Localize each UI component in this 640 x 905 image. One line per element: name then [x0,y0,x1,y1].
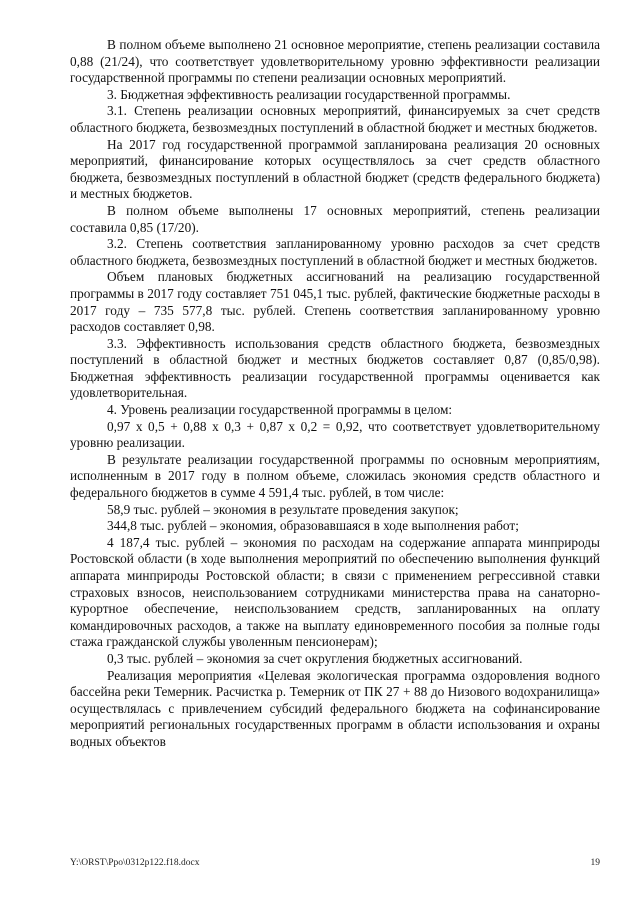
paragraph: 3.3. Эффективность использования средств областного бюджета, безвозмездных поступлений в областной бюджет и местных бюджетов составляет 0,87 (0,85/0,98). Бюджетная эффективность реализации государственной программы оценивается как удовлетворительная. [70,335,600,401]
document-body [70,37,600,751]
section-heading: 3. Бюджетная эффективность реализации государственной программы. [107,86,511,102]
paragraph: Реализация мероприятия «Целевая экологическая программа оздоровления водного бассейна реки Темерник. Расчистка р. Темерник от ПК 27 + 88 до Низового водохранилища» осуществлялась с привлечением субсидий федерального бюджета на софинансирование мероприятий региональных государственных программ в области использования и охраны водных объектов [70,667,600,749]
list-item: 344,8 тыс. рублей – экономия, образовавшаяся в ходе выполнения работ; [107,518,519,534]
subsection-heading: 3.1. Степень реализации основных мероприятий, финансируемых за счет средств областного бюджета, безвозмездных поступлений в областной бюджет и местных бюджетов. [70,103,600,135]
page-number: 19 [590,858,600,868]
list-item: 58,9 тыс. рублей – экономия в результате проведения закупок; [107,501,459,517]
paragraph: На 2017 год государственной программой запланирована реализация 20 основных мероприятий, финансирование которых осуществлялось за счет средств областного бюджета, безвозмездных поступлений в областной бюджет (средств федерального бюджета) и местных бюджетов. [70,136,600,202]
list-item: 4 187,4 тыс. рублей – экономия по расходам на содержание аппарата минприроды Ростовской области (в ходе выполнения мероприятий по обеспечению выполнения функций аппарата минприроды Ростовской области; в связи с применением регрессивной ставки страховых взносов, неиспользованием сотрудниками министерства права на санаторно-курортное обеспечение, неиспользованием средств, запланированных на оплату командировочных расходов, а также на выплату единовременного пособия за полные годы стажа гражданской службы уволенным пенсионерам); [70,534,600,650]
formula-paragraph: 0,97 х 0,5 + 0,88 х 0,3 + 0,87 х 0,2 = 0,92, что соответствует удовлетворительному уровню реализации. [70,418,600,451]
paragraph: В полном объеме выполнено 21 основное мероприятие, степень реализации составила 0,88 (21/24), что соответствует удовлетворительному уровню эффективности реализации государственной программы по степени реализации основных мероприятий. [70,37,600,86]
list-item: 0,3 тыс. рублей – экономия за счет округления бюджетных ассигнований. [107,650,523,666]
subsection-heading: 3.2. Степень соответствия запланированному уровню расходов за счет средств областного бюджета, безвозмездных поступлений в областной бюджет и местных бюджетов. [70,236,600,268]
file-path: Y:\ORST\Ppo\0312p122.f18.docx [70,858,200,868]
paragraph: В полном объеме выполнены 17 основных мероприятий, степень реализации составила 0,85 (17/20). [70,202,600,235]
section-heading: 4. Уровень реализации государственной программы в целом: [107,402,453,418]
paragraph: В результате реализации государственной программы по основным мероприятиям, исполненным в 2017 году в полном объеме, сложилась экономия средств областного и федерального бюджетов в сумме 4 591,4 тыс. рублей, в том числе: [70,451,600,501]
paragraph: Объем плановых бюджетных ассигнований на реализацию государственной программы в 2017 году составляет 751 045,1 тыс. рублей, фактические бюджетные расходы в 2017 году – 735 577,8 тыс. рублей. Степень соответствия запланированному уровню расходов составляет 0,98. [70,269,600,335]
